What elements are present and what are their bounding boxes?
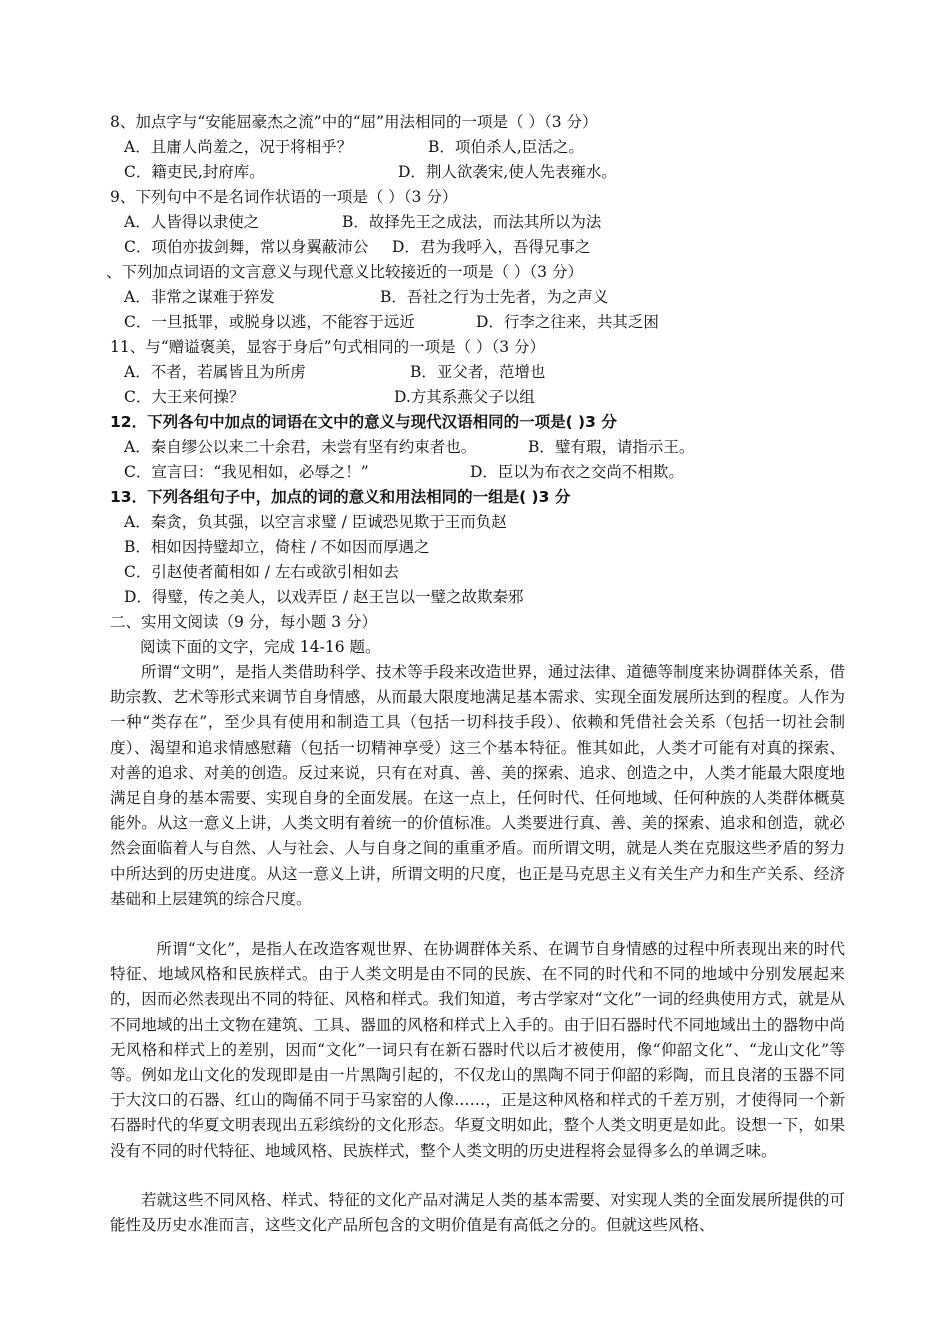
q13-option-d: D．得璧，传之美人，以戏弄臣 / 赵王岂以一璧之故欺秦邪 xyxy=(124,588,524,606)
q9-options-row2 xyxy=(124,235,859,260)
q11-option-d: D.方其系燕父子以组 xyxy=(394,388,535,406)
q8-options-row1 xyxy=(124,135,859,160)
q9-option-d: D．君为我呼入，吾得兄事之 xyxy=(392,238,591,256)
q12-option-b: B．璧有瑕，请指示王。 xyxy=(528,438,695,456)
q11-stem: 11、与“赠谥褒美，显容于身后”句式相同的一项是（ ）（3 分） xyxy=(110,338,546,356)
q8-option-a: A．且庸人尚羞之，况于将相乎？ xyxy=(124,138,353,156)
q12-option-c: C．宣言曰：“我见相如，必辱之！” xyxy=(124,463,369,481)
q11-option-c: C．大王来何操？ xyxy=(124,388,245,406)
q11-option-b: B．亚父者，范增也 xyxy=(410,363,546,381)
q8-stem: 8、加点字与“安能屈豪杰之流”中的“屈”用法相同的一项是（ ）（3 分） xyxy=(110,113,598,131)
q8-option-d: D．荆人欲袭宋,使人先表雍水。 xyxy=(398,163,617,181)
q11-option-a: A．不者，若属皆且为所虏 xyxy=(124,363,306,381)
q13-stem: 13．下列各组句子中，加点的词的意义和用法相同的一组是( )3 分 xyxy=(110,488,571,506)
q9-option-c: C．项伯亦拔剑舞，常以身翼蔽沛公 xyxy=(124,238,369,256)
q12-options-row2 xyxy=(124,460,859,485)
q8-options-row2 xyxy=(124,160,859,185)
q10-stem: 、下列加点词语的文言意义与现代意义比较接近的一项是（ ）（3 分） xyxy=(106,263,583,281)
q9-option-a: A．人皆得以隶使之 xyxy=(124,213,260,231)
q10-option-d: D．行李之往来，共其乏困 xyxy=(476,313,659,331)
q13-option-a: A．秦贪，负其强，以空言求璧 / 臣诚恐见欺于王而负赵 xyxy=(124,513,507,531)
passage-paragraph-3: 若就这些不同风格、样式、特征的文化产品对满足人类的基本需要、对实现人类的全面发展所提供的可能性及历史水准而言，这些文化产品所包含的文明价值是有高低之分的。但就这些风格、 xyxy=(110,1191,845,1235)
q12-option-d: D．臣以为布衣之交尚不相欺。 xyxy=(470,463,684,481)
q13-option-b: B．相如因持璧却立，倚柱 / 不如因而厚遇之 xyxy=(124,538,430,556)
q13-option-c: C．引赵使者蔺相如 / 左右或欲引相如去 xyxy=(124,563,399,581)
q11-options-row2 xyxy=(124,385,859,410)
reading-instruction: 阅读下面的文字，完成 14-16 题。 xyxy=(140,638,381,656)
q8-option-c: C．籍吏民,封府库。 xyxy=(124,163,265,181)
passage-paragraph-1: 所谓“文明”，是指人类借助科学、技术等手段来改造世界，通过法律、道德等制度来协调群体关系，借助宗教、艺术等形式来调节自身情感，从而最大限度地满足基本需求、实现全面发展所达到的程度。人作为一种“类存在”，至少具有使用和制造工具（包括一切科技手段）、依赖和凭借社会关系（包括一切社会制度）、渴望和追求情感慰藉（包括一切精神享受）这三个基本特征。惟其如此，人类才可能有对真的探索、对善的追求、对美的创造。反过来说，只有在对真、善、美的探索、追求、创造之中，人类才能最大限度地满足自身的基本需要、实现自身的全面发展。在这一点上，任何时代、任何地域、任何种族的人类群体概莫能外。从这一意义上讲，人类文明有着统一的价值标准。人类要进行真、善、美的探索、追求和创造，就必然会面临着人与自然、人与社会、人与自身之间的重重矛盾。而所谓文明，就是人类在克服这些矛盾的努力中所达到的历史进度。从这一意义上讲，所谓文明的尺度，也正是马克思主义有关生产力和生产关系、经济基础和上层建筑的综合尺度。 xyxy=(110,663,845,908)
q10-option-b: B．吾社之行为士先者，为之声义 xyxy=(380,288,609,306)
q9-option-b: B．故择先王之成法，而法其所以为法 xyxy=(342,213,602,231)
q10-option-c: C．一旦抵罪，或脱身以逃，不能容于远近 xyxy=(124,313,415,331)
q12-options-row1 xyxy=(124,435,859,460)
section-heading: 二、实用文阅读（9 分，每小题 3 分） xyxy=(110,613,378,631)
passage-paragraph-2: 所谓“文化”，是指人在改造客观世界、在协调群体关系、在调节自身情感的过程中所表现出来的时代特征、地域风格和民族样式。由于人类文明是由不同的民族、在不同的时代和不同的地域中分别发展起来的，因而必然表现出不同的特征、风格和样式。我们知道，考古学家对“文化”一词的经典使用方式，就是从不同地域的出土文物在建筑、工具、器皿的风格和样式上入手的。由于旧石器时代不同地域出土的器物中尚无风格和样式上的差别，因而“文化”一词只有在新石器时代以后才被使用，像“仰韶文化”、“龙山文化”等等。例如龙山文化的发现即是由一片黑陶引起的，不仅龙山的黑陶不同于仰韶的彩陶，而且良渚的玉器不同于大汶口的石器、红山的陶俑不同于马家窑的人像……，正是这种风格和样式的千差万别，才使得同一个新石器时代的华夏文明表现出五彩缤纷的文化形态。华夏文明如此，整个人类文明更是如此。设想一下，如果没有不同的时代特征、地域风格、民族样式，整个人类文明的历史进程将会显得多么的单调乏味。 xyxy=(110,940,845,1160)
q10-options-row2 xyxy=(124,310,859,335)
q12-stem: 12．下列各句中加点的词语在文中的意义与现代汉语相同的一项是( )3 分 xyxy=(110,413,617,431)
q9-options-row1 xyxy=(124,210,859,235)
q12-option-a: A．秦自缪公以来二十余君，未尝有坚有约束者也。 xyxy=(124,438,477,456)
q11-options-row1 xyxy=(124,360,859,385)
q8-option-b: B．项伯杀人,臣活之。 xyxy=(428,138,584,156)
q9-stem: 9、下列句中不是名词作状语的一项是（ ）（3 分） xyxy=(110,188,458,206)
q10-option-a: A．非常之谋难于猝发 xyxy=(124,288,275,306)
q10-options-row1 xyxy=(124,285,859,310)
